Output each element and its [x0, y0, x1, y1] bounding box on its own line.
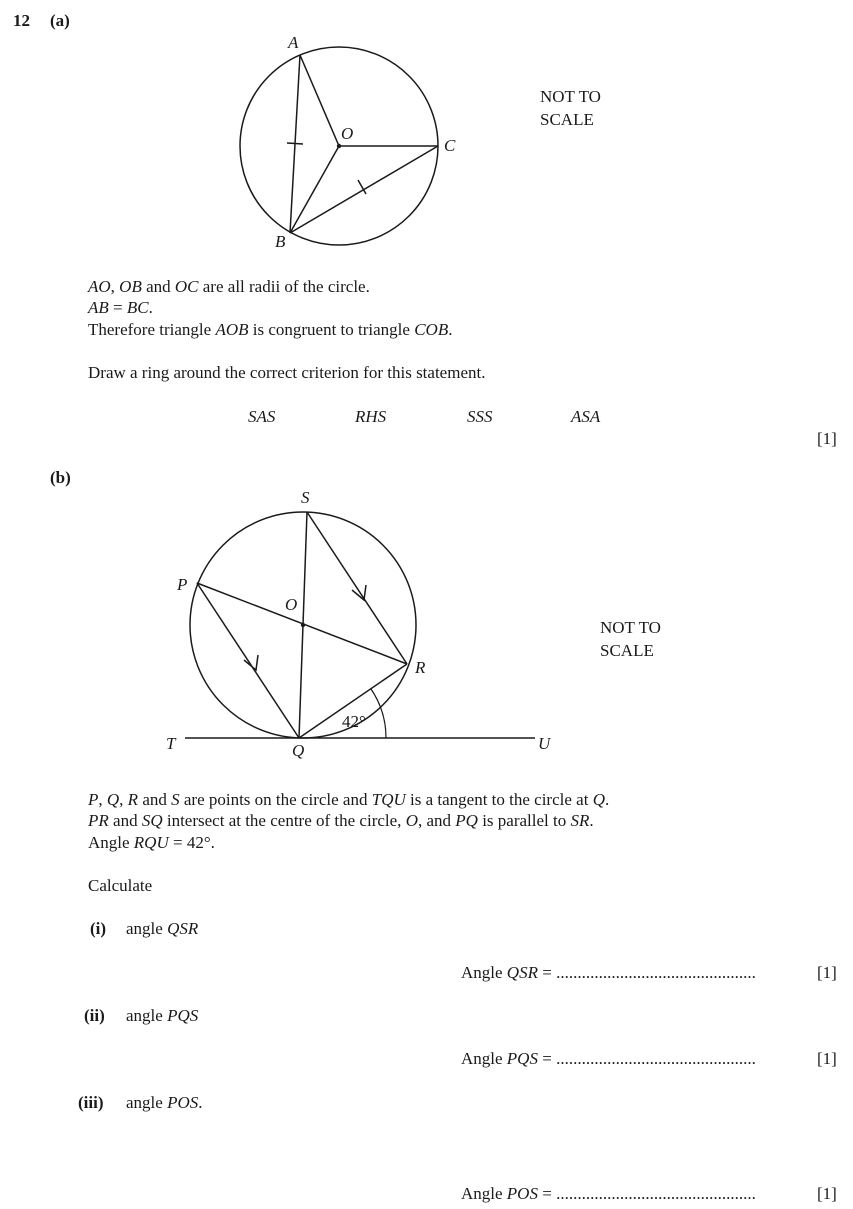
option-asa[interactable]: ASA [571, 407, 601, 426]
marks-part-a: [1] [817, 429, 837, 448]
label-p: P [177, 575, 188, 594]
chord-sr [307, 512, 407, 664]
answer-blank-qsr[interactable]: ............................................... [556, 963, 756, 982]
part-a-label: (a) [50, 11, 70, 30]
label-c: C [444, 136, 456, 155]
part-b-label: (b) [50, 468, 71, 487]
part-a-statement-radii: AO, OB and OC are all radii of the circle. [88, 277, 370, 296]
label-u: U [538, 734, 551, 753]
parallel-arrow-sr [352, 585, 366, 600]
part-a-statement-congruent: Therefore triangle AOB is congruent to triangle COB. [88, 320, 453, 339]
option-sas[interactable]: SAS [248, 407, 276, 426]
chord-pq [197, 583, 299, 738]
question-number: 12 [13, 11, 30, 30]
angle-label-42: 42° [342, 712, 366, 731]
label-q: Q [292, 741, 305, 760]
subpart-ii-question: angle PQS [126, 1006, 199, 1025]
subpart-ii-label: (ii) [84, 1006, 105, 1025]
marks-subpart-iii: [1] [817, 1184, 837, 1203]
not-to-scale-a-line1: NOT TO [540, 87, 601, 106]
not-to-scale-a-line2: SCALE [540, 110, 594, 129]
label-t: T [166, 734, 176, 753]
answer-blank-pos[interactable]: ............................................... [556, 1184, 756, 1203]
answer-line-pos[interactable]: Angle POS = ............................................... [461, 1184, 756, 1203]
subpart-i-label: (i) [90, 919, 107, 938]
subpart-iii-question: angle POS. [126, 1093, 203, 1112]
marks-subpart-i: [1] [817, 963, 837, 982]
part-b-statement-points: P, Q, R and S are points on the circle and TQU is a tangent to the circle at Q. [88, 790, 610, 809]
not-to-scale-b-line1: NOT TO [600, 618, 661, 637]
label-o-b: O [285, 595, 298, 614]
answer-blank-pqs[interactable]: ............................................... [556, 1049, 756, 1068]
option-rhs[interactable]: RHS [355, 407, 387, 426]
answer-line-qsr[interactable]: Angle QSR = ............................................... [461, 963, 756, 982]
label-b: B [275, 232, 286, 251]
marks-subpart-ii: [1] [817, 1049, 837, 1068]
part-a-statement-equal-chords: AB = BC. [88, 298, 153, 317]
subpart-iii-label: (iii) [78, 1093, 104, 1112]
label-r: R [415, 658, 426, 677]
not-to-scale-b-line2: SCALE [600, 641, 654, 660]
part-b-statement-intersect: PR and SQ intersect at the centre of the circle, O, and PQ is parallel to SR. [88, 811, 594, 830]
label-o: O [341, 124, 354, 143]
calculate-heading: Calculate [88, 876, 153, 895]
subpart-i-question: angle QSR [126, 919, 199, 938]
centre-point-o-b [301, 623, 305, 627]
option-sss[interactable]: SSS [467, 407, 493, 426]
answer-line-pqs[interactable]: Angle PQS = ............................................... [461, 1049, 756, 1068]
part-a-instruction: Draw a ring around the correct criterion for this statement. [88, 363, 486, 382]
label-s: S [301, 488, 310, 507]
part-b-statement-angle: Angle RQU = 42°. [88, 833, 215, 852]
label-a: A [288, 33, 299, 52]
